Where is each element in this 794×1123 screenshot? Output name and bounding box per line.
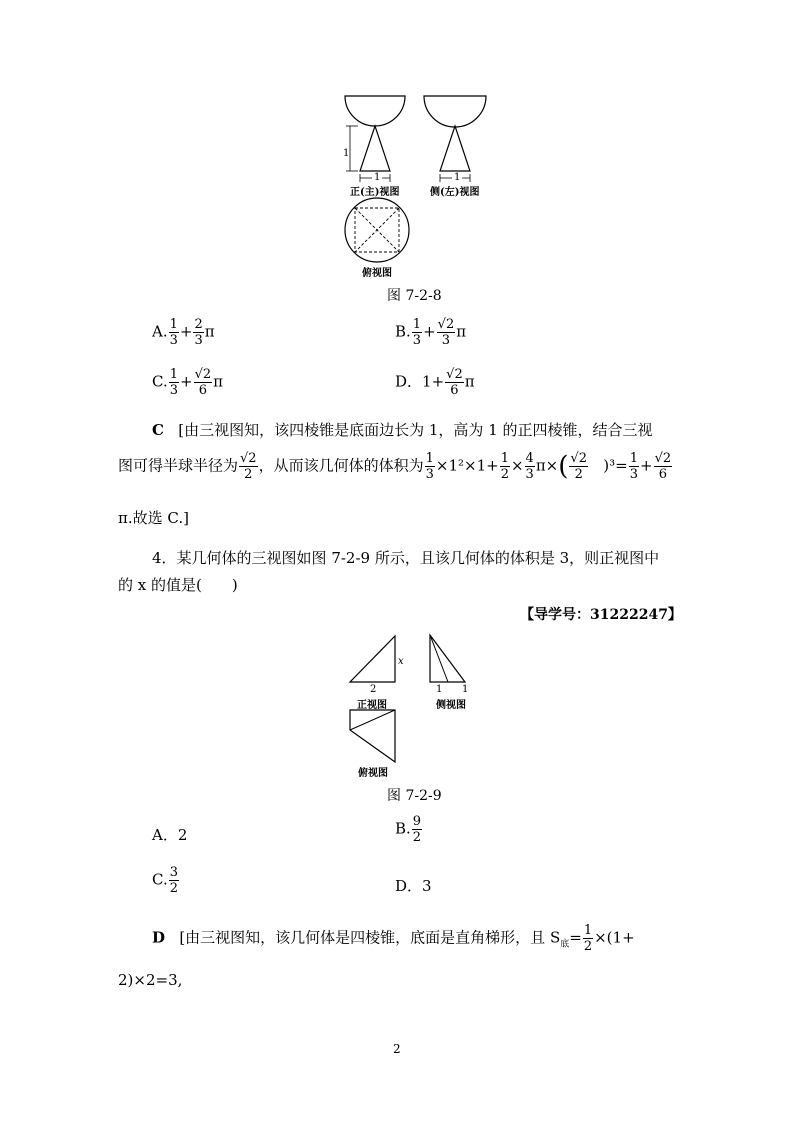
side-triangle: [440, 126, 470, 171]
fig1-top-label: 俯视图: [362, 268, 392, 279]
q3-option-c: C. $\frac{1}{3}$ + $\frac{√2}{6}$ π: [152, 367, 223, 398]
q4-option-b: B. $\frac{9}{2}$: [395, 814, 422, 845]
fig1-side-label: 侧(左)视图: [430, 187, 480, 198]
fig2-side-label: 侧视图: [436, 700, 466, 711]
fig2-top-label: 俯视图: [358, 768, 388, 779]
fig2-front-label: 正视图: [357, 700, 387, 711]
q3-solution-line3: π.故选 C.]: [118, 509, 189, 527]
fig2-caption: 图 7-2-9: [387, 788, 442, 804]
top-quad: [350, 710, 395, 762]
q4-option-d: D．3: [395, 877, 432, 895]
q3-option-b: B. $\frac{1}{3}$ + $\frac{√2}{3}$ π: [395, 317, 467, 348]
q4-question-line1: 4．某几何体的三视图如图 7-2-9 所示，且该几何体的体积是 3，则正视图中: [152, 549, 660, 567]
q4-guide-number: 【导学号：31222247】: [520, 607, 682, 623]
q3-solution-line1: C [由三视图知，该四棱锥是底面边长为 1，高为 1 的正四棱锥，结合三视: [152, 421, 653, 439]
q4-option-a: A．2: [152, 826, 188, 844]
fig2-side-d2: 1: [462, 684, 469, 695]
q4-question-line2: 的 x 的值是( ): [118, 576, 238, 594]
front-right-triangle: [350, 636, 395, 682]
q3-solution-line2: 图可得半球半径为 $\frac{√2}{2}$ ，从而该几何体的体积为 $\frac{1}{3}$ ×1²×1+ $\frac{1}{2}$ × $\frac{4}{3}$ π×( $\frac{√2}{2}$ )³= $\frac{1}{3}$ + $\frac{√2}{6}$: [118, 451, 672, 482]
fig2-x-label: x: [398, 656, 404, 667]
q4-solution-line2: 2)×2=3,: [118, 971, 183, 989]
fig1-caption: 图 7-2-8: [387, 288, 442, 304]
front-hemisphere: [345, 96, 405, 126]
side-triangle: [430, 635, 465, 682]
fig1-front-label: 正(主)视图: [350, 187, 400, 198]
fig1-dim-w-side: 1: [454, 172, 461, 183]
side-hemisphere: [424, 96, 486, 127]
q4-solution-line1: D [由三视图知，该几何体是四棱锥，底面是直角梯形，且 $S_底=$ $\frac{1}{2}$ ×(1+: [152, 923, 635, 954]
fig2-front-width: 2: [370, 684, 377, 695]
q3-option-d: D．1+ $\frac{√2}{6}$ π: [395, 367, 475, 398]
q3-option-a: A. $\frac{1}{3}$ + $\frac{2}{3}$ π: [152, 317, 215, 348]
fig1-dim-h: 1: [343, 148, 350, 159]
fig1-dim-w-front: 1: [374, 172, 381, 183]
page-number: 2: [393, 1042, 401, 1056]
q4-option-c: C. $\frac{3}{2}$: [152, 865, 178, 896]
front-triangle: [360, 126, 390, 171]
figure-7-2-8: [330, 90, 510, 270]
fig2-side-d1: 1: [436, 684, 443, 695]
